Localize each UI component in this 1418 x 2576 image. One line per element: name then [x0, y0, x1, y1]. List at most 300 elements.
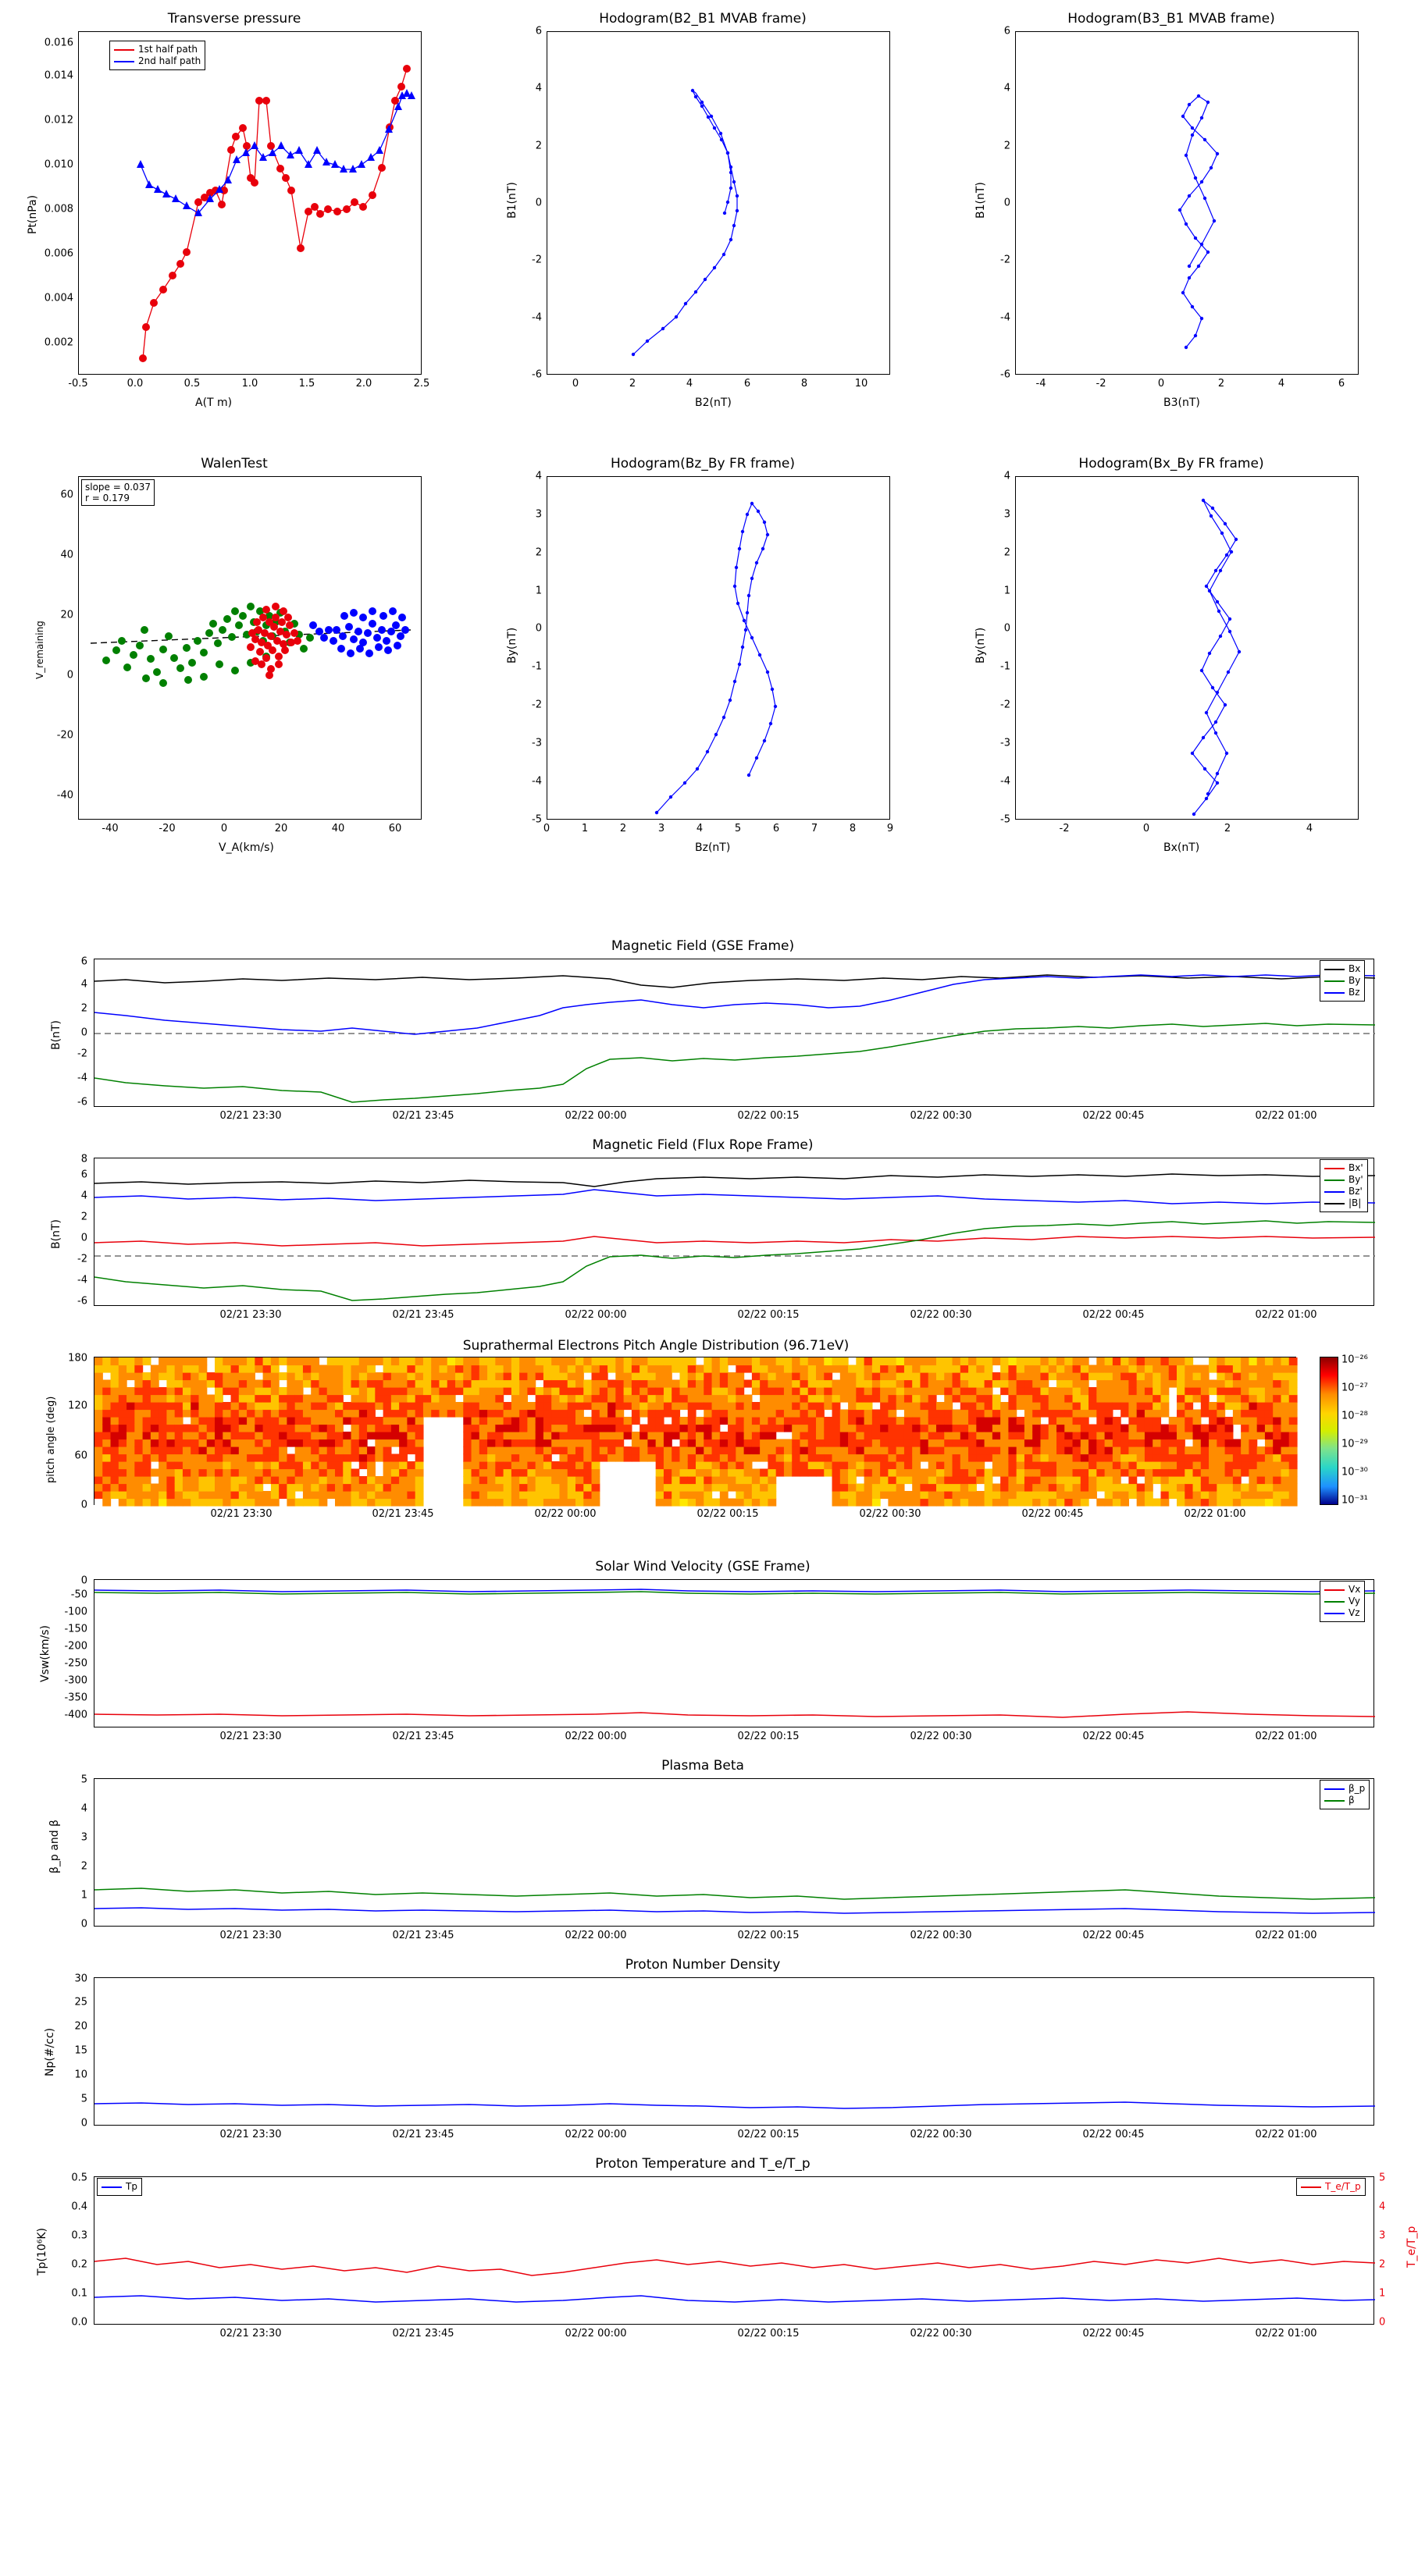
- time-tick: 02/22 00:30: [910, 1731, 972, 1742]
- panel-density: [0, 1955, 1406, 2166]
- legend-swatch: [1324, 1203, 1345, 1204]
- x-tick: 1.5: [298, 378, 315, 390]
- x-tick: 2: [619, 823, 627, 834]
- time-tick: 02/21 23:45: [392, 1930, 454, 1941]
- x-tick: 8: [800, 378, 808, 390]
- y-tick: 1: [535, 585, 542, 597]
- y-tick: -250: [64, 1657, 87, 1670]
- y-tick: -150: [64, 1623, 87, 1635]
- y-tick-right: 1: [1379, 2287, 1386, 2300]
- y-tick: 0.2: [71, 2258, 87, 2271]
- y-tick: 4: [1003, 82, 1010, 94]
- y-tick: 40: [60, 549, 73, 561]
- legend-label: Vy: [1349, 1596, 1360, 1606]
- x-tick: 40: [331, 823, 345, 834]
- time-tick: 02/21 23:30: [210, 1508, 273, 1520]
- plot-area: [547, 476, 890, 820]
- y-tick: 3: [80, 1831, 87, 1844]
- y-tick: 15: [74, 2044, 87, 2057]
- y-tick: 1: [80, 1889, 87, 1902]
- x-tick: 2.0: [355, 378, 372, 390]
- time-tick: 02/21 23:30: [219, 2129, 282, 2140]
- colorbar-tick: 10⁻²⁸: [1341, 1410, 1368, 1422]
- legend-swatch: [114, 61, 134, 62]
- pad-colorbar: [1320, 1357, 1338, 1505]
- y-tick: -4: [532, 311, 542, 324]
- time-tick: 02/22 00:45: [1082, 1731, 1145, 1742]
- bfield-fr-data: [94, 1158, 1375, 1307]
- time-tick: 02/21 23:45: [392, 1731, 454, 1742]
- x-tick: 20: [274, 823, 288, 834]
- time-tick: 02/21 23:45: [392, 2328, 454, 2339]
- temperature-data: [94, 2177, 1375, 2325]
- time-tick: 02/22 00:30: [910, 1309, 972, 1321]
- walen-annotation: [81, 479, 155, 506]
- plot-area: [94, 2176, 1374, 2325]
- y-tick: 0.1: [71, 2287, 87, 2300]
- x-tick: 6: [1338, 378, 1345, 390]
- y-tick: -2: [77, 1253, 87, 1265]
- y-tick: 0.016: [44, 37, 73, 49]
- x-tick: 60: [388, 823, 402, 834]
- panel-title: Hodogram(Bx_By FR frame): [1078, 456, 1264, 471]
- y-tick: 10: [74, 2069, 87, 2081]
- legend-label: Tp: [126, 2181, 137, 2192]
- y-tick: 0.006: [44, 247, 73, 260]
- time-tick: 02/22 00:30: [910, 2328, 972, 2339]
- plot-area: [94, 1357, 1296, 1505]
- time-tick: 02/22 01:00: [1255, 2328, 1317, 2339]
- x-tick: 0.5: [183, 378, 201, 390]
- x-tick: 4: [696, 823, 704, 834]
- panel-title: Proton Temperature and T_e/T_p: [595, 2156, 811, 2172]
- plot-area: [94, 1778, 1374, 1927]
- legend-label: Bz: [1349, 987, 1360, 998]
- legend-label: β: [1349, 1795, 1355, 1806]
- y-tick: -2: [1000, 699, 1010, 711]
- x-tick: 10: [854, 378, 868, 390]
- y-tick: -200: [64, 1640, 87, 1653]
- time-tick: 02/21 23:45: [392, 1110, 454, 1122]
- y-tick: 0: [1003, 197, 1010, 209]
- y-tick: 4: [80, 978, 87, 991]
- y-axis-label: B1(nT): [974, 182, 987, 219]
- time-tick: 02/21 23:30: [219, 1930, 282, 1941]
- time-tick: 02/22 00:45: [1082, 2328, 1145, 2339]
- legend-temperature-left: [97, 2178, 142, 2196]
- legend-swatch: [1324, 992, 1345, 994]
- time-tick: 02/22 00:00: [565, 1930, 627, 1941]
- colorbar-tick: 10⁻²⁷: [1341, 1382, 1368, 1394]
- x-tick: 2.5: [413, 378, 430, 390]
- panel-pad: [0, 1335, 1406, 1550]
- y-tick: 2: [535, 140, 542, 152]
- time-tick: 02/22 00:30: [910, 1110, 972, 1122]
- pad-heatmap: [94, 1357, 1297, 1506]
- y-tick: 2: [535, 546, 542, 559]
- y-tick: 0: [535, 197, 542, 209]
- y-tick: -4: [77, 1072, 87, 1084]
- hodogram-bxby-data: [1016, 477, 1359, 820]
- legend-bfield-fr: [1320, 1159, 1368, 1212]
- plot-area: [94, 1579, 1374, 1727]
- hodogram-b3b1-data: [1016, 32, 1359, 375]
- x-tick: 5: [734, 823, 742, 834]
- y-tick: 5: [80, 2093, 87, 2105]
- panel-title: Transverse pressure: [167, 11, 301, 27]
- y-tick: -3: [1000, 737, 1010, 749]
- y-tick: -2: [532, 254, 542, 266]
- plot-area: [94, 1158, 1374, 1306]
- legend-label: By': [1349, 1174, 1363, 1185]
- y-tick: 0: [80, 1499, 87, 1511]
- legend-bfield-gse: [1320, 960, 1365, 1002]
- x-tick: 0: [220, 823, 228, 834]
- y-tick: -100: [64, 1606, 87, 1618]
- time-tick: 02/22 01:00: [1255, 1110, 1317, 1122]
- beta-data: [94, 1779, 1375, 1927]
- y-axis-label: pitch angle (deg): [45, 1396, 57, 1483]
- y-tick: 8: [80, 1153, 87, 1165]
- time-tick: 02/22 00:30: [910, 1930, 972, 1941]
- legend-swatch: [1324, 980, 1345, 982]
- legend-label: |B|: [1349, 1197, 1362, 1208]
- y-axis-label: V_remaining: [34, 621, 45, 679]
- time-tick: 02/22 00:45: [1082, 1930, 1145, 1941]
- x-tick: 6: [743, 378, 751, 390]
- time-tick: 02/22 01:00: [1255, 1731, 1317, 1742]
- y-tick: 0: [80, 1918, 87, 1930]
- legend-velocity: [1320, 1581, 1365, 1622]
- plot-area: [78, 31, 422, 375]
- y-tick: -2: [77, 1048, 87, 1060]
- y-tick: 6: [1003, 25, 1010, 37]
- y-tick: 180: [68, 1352, 87, 1364]
- y-tick: 0: [80, 1232, 87, 1244]
- time-tick: 02/22 00:15: [737, 1731, 800, 1742]
- y-tick: 0.0: [71, 2316, 87, 2329]
- y-tick: 6: [80, 1169, 87, 1181]
- y-tick: -4: [77, 1274, 87, 1286]
- y-axis-label: B1(nT): [506, 182, 518, 219]
- y-tick: -6: [77, 1096, 87, 1108]
- legend-label: β_p: [1349, 1783, 1366, 1794]
- y-tick: 0: [535, 622, 542, 635]
- y-tick: 4: [535, 470, 542, 482]
- x-tick: 6: [772, 823, 780, 834]
- panel-title: Hodogram(B3_B1 MVAB frame): [1067, 11, 1275, 27]
- walen-slope: slope = 0.037: [85, 482, 151, 493]
- legend-swatch: [1324, 1788, 1345, 1790]
- panel-velocity: [0, 1557, 1406, 1768]
- legend-swatch: [1301, 2186, 1321, 2188]
- y-tick: 3: [1003, 508, 1010, 521]
- time-tick: 02/22 01:00: [1184, 1508, 1246, 1520]
- y-tick: -4: [532, 775, 542, 788]
- time-tick: 02/22 00:00: [565, 1309, 627, 1321]
- y-tick: -2: [532, 699, 542, 711]
- x-tick: 0: [1157, 378, 1165, 390]
- y-axis-label: Tp(10⁶K): [36, 2228, 48, 2275]
- hodogram-bzby-data: [547, 477, 891, 820]
- legend-swatch: [1324, 1800, 1345, 1802]
- panel-title: Magnetic Field (GSE Frame): [611, 938, 795, 954]
- legend-label: Vx: [1349, 1584, 1361, 1595]
- x-tick: 2: [629, 378, 636, 390]
- x-tick: 0: [572, 378, 579, 390]
- y-axis-label: By(nT): [974, 627, 987, 664]
- y-tick: 0.3: [71, 2229, 87, 2242]
- legend-transverse-pressure: [109, 41, 205, 70]
- x-tick: 4: [1277, 378, 1285, 390]
- y-tick: -6: [532, 368, 542, 381]
- velocity-data: [94, 1580, 1375, 1728]
- walen-data: [79, 477, 422, 820]
- y-tick: 0.4: [71, 2201, 87, 2213]
- x-tick: -2: [1059, 823, 1070, 834]
- y-tick: 20: [74, 2020, 87, 2033]
- y-tick: 60: [74, 1450, 87, 1462]
- plot-area: [94, 959, 1374, 1107]
- legend-swatch: [102, 2186, 122, 2188]
- legend-swatch: [1324, 1589, 1345, 1591]
- x-axis-label: V_A(km/s): [219, 841, 274, 854]
- time-tick: 02/21 23:30: [219, 1110, 282, 1122]
- panel-transverse-pressure: [0, 0, 469, 414]
- y-axis-label: Vsw(km/s): [39, 1624, 52, 1682]
- time-tick: 02/22 00:00: [565, 1110, 627, 1122]
- y-tick: -2: [1000, 254, 1010, 266]
- y-tick: 5: [80, 1774, 87, 1786]
- y-tick: -1: [532, 660, 542, 673]
- panel-bfield-fr: [0, 1136, 1406, 1347]
- time-tick: 02/22 00:15: [697, 1508, 759, 1520]
- y-tick: 0.014: [44, 69, 73, 82]
- time-tick: 02/21 23:45: [372, 1508, 434, 1520]
- time-tick: 02/22 00:30: [910, 2129, 972, 2140]
- y-tick: -6: [77, 1295, 87, 1308]
- legend-label: Bx': [1349, 1162, 1363, 1173]
- y-tick: 4: [80, 1802, 87, 1815]
- time-tick: 02/22 00:00: [565, 1731, 627, 1742]
- panel-title: Hodogram(B2_B1 MVAB frame): [599, 11, 807, 27]
- x-tick: 4: [1306, 823, 1313, 834]
- x-tick: -40: [102, 823, 119, 834]
- panel-hodogram-b2b1: [469, 0, 937, 414]
- x-tick: 7: [811, 823, 818, 834]
- legend-label: 1st half path: [138, 44, 198, 55]
- y-tick: 6: [535, 25, 542, 37]
- x-axis-label: A(T m): [195, 397, 233, 409]
- y-axis-label: β_p and β: [48, 1820, 61, 1873]
- y-tick: 30: [74, 1973, 87, 1985]
- y-tick: 0: [80, 2117, 87, 2129]
- hodogram-b2b1-data: [547, 32, 891, 375]
- y-tick: -300: [64, 1674, 87, 1687]
- plot-area: [94, 1977, 1374, 2126]
- legend-swatch: [1324, 1191, 1345, 1193]
- y-tick: 120: [68, 1400, 87, 1412]
- y-tick: -6: [1000, 368, 1010, 381]
- colorbar-tick: 10⁻²⁹: [1341, 1438, 1368, 1450]
- y-tick: 6: [80, 955, 87, 968]
- legend-label: By: [1349, 975, 1361, 986]
- y-tick: 4: [80, 1190, 87, 1202]
- density-data: [94, 1978, 1375, 2126]
- y-tick: 2: [1003, 546, 1010, 559]
- y-tick: 2: [80, 1211, 87, 1223]
- legend-label: T_e/T_p: [1325, 2181, 1361, 2192]
- legend-label: Vz: [1349, 1607, 1360, 1618]
- x-tick: 3: [657, 823, 665, 834]
- plot-area: [1015, 476, 1359, 820]
- y-tick: -400: [64, 1709, 87, 1721]
- panel-title: Proton Number Density: [625, 1957, 781, 1973]
- panel-title: WalenTest: [201, 456, 268, 471]
- y-tick-right: 5: [1379, 2172, 1386, 2184]
- legend-label: Bz': [1349, 1186, 1363, 1197]
- panel-hodogram-b3b1: [937, 0, 1406, 414]
- y-tick: 1: [1003, 585, 1010, 597]
- legend-temperature-right: [1296, 2178, 1366, 2196]
- x-tick: -2: [1096, 378, 1106, 390]
- x-tick: 1: [581, 823, 589, 834]
- plot-area: [547, 31, 890, 375]
- y-tick-right: 3: [1379, 2229, 1386, 2242]
- y-tick: -4: [1000, 311, 1010, 324]
- y-tick: -1: [1000, 660, 1010, 673]
- panel-title: Suprathermal Electrons Pitch Angle Distribution (96.71eV): [462, 1338, 850, 1354]
- colorbar-tick: 10⁻³¹: [1341, 1494, 1368, 1507]
- x-axis-label: Bx(nT): [1163, 841, 1200, 854]
- y-tick: 0: [80, 1026, 87, 1039]
- panel-hodogram-bzby: [469, 445, 937, 859]
- x-tick: 0: [1142, 823, 1150, 834]
- time-tick: 02/22 00:15: [737, 2328, 800, 2339]
- panel-temperature: [0, 2154, 1418, 2373]
- time-tick: 02/22 00:45: [1082, 2129, 1145, 2140]
- y-tick: -3: [532, 737, 542, 749]
- walen-r: r = 0.179: [85, 493, 130, 503]
- panel-title: Hodogram(Bz_By FR frame): [610, 456, 796, 471]
- time-tick: 02/22 00:00: [565, 2328, 627, 2339]
- y-tick: 60: [60, 489, 73, 501]
- x-tick: -4: [1035, 378, 1046, 390]
- panel-hodogram-bxby: [937, 445, 1406, 859]
- plot-area: [1015, 31, 1359, 375]
- y-tick: 0.004: [44, 292, 73, 304]
- legend-swatch: [1324, 1168, 1345, 1169]
- legend-swatch: [1324, 1601, 1345, 1603]
- panel-title: Magnetic Field (Flux Rope Frame): [592, 1137, 814, 1153]
- panel-plasma-beta: [0, 1756, 1406, 1967]
- legend-label: 2nd half path: [138, 55, 201, 66]
- time-tick: 02/22 00:15: [737, 1309, 800, 1321]
- panel-bfield-gse: [0, 937, 1406, 1147]
- y-tick: 4: [1003, 470, 1010, 482]
- y-tick: 2: [1003, 140, 1010, 152]
- time-tick: 02/22 00:45: [1021, 1508, 1084, 1520]
- y-tick: 2: [80, 1860, 87, 1873]
- legend-swatch: [114, 49, 134, 51]
- x-tick: 0.0: [126, 378, 144, 390]
- time-tick: 02/22 00:45: [1082, 1110, 1145, 1122]
- y-tick-right: 4: [1379, 2201, 1386, 2213]
- y-axis-label: B(nT): [50, 1020, 62, 1050]
- panel-title: Plasma Beta: [661, 1758, 744, 1774]
- x-tick: 2: [1217, 378, 1225, 390]
- x-tick: 0: [543, 823, 550, 834]
- y-tick: 0: [66, 669, 73, 681]
- y-tick: 20: [60, 609, 73, 621]
- x-tick: 1.0: [241, 378, 258, 390]
- time-tick: 02/22 01:00: [1255, 2129, 1317, 2140]
- y-tick: -5: [1000, 813, 1010, 826]
- time-tick: 02/22 00:15: [737, 2129, 800, 2140]
- time-tick: 02/21 23:30: [219, 1309, 282, 1321]
- y-tick: -5: [532, 813, 542, 826]
- legend-beta: [1320, 1780, 1370, 1809]
- y-tick: 0.010: [44, 158, 73, 171]
- y-tick: -350: [64, 1692, 87, 1704]
- y-tick: 0.002: [44, 336, 73, 349]
- time-tick: 02/21 23:30: [219, 1731, 282, 1742]
- y-tick: 0.012: [44, 114, 73, 126]
- y-tick: -50: [70, 1589, 87, 1601]
- x-tick: -20: [159, 823, 176, 834]
- y-tick: -40: [56, 789, 73, 802]
- y-axis-label-right: T_e/T_p: [1406, 2226, 1418, 2268]
- panel-title: Solar Wind Velocity (GSE Frame): [595, 1559, 811, 1574]
- time-tick: 02/21 23:45: [392, 2129, 454, 2140]
- time-tick: 02/22 00:15: [737, 1930, 800, 1941]
- legend-swatch: [1324, 1613, 1345, 1614]
- x-axis-label: Bz(nT): [695, 841, 731, 854]
- legend-swatch: [1324, 969, 1345, 970]
- y-tick-right: 0: [1379, 2316, 1386, 2329]
- time-tick: 02/22 00:15: [737, 1110, 800, 1122]
- y-tick: 3: [535, 508, 542, 521]
- y-tick: 0: [80, 1574, 87, 1587]
- y-tick: 2: [80, 1002, 87, 1015]
- time-tick: 02/21 23:30: [219, 2328, 282, 2339]
- y-tick: 25: [74, 1996, 87, 2008]
- x-tick: 2: [1224, 823, 1231, 834]
- y-axis-label: By(nT): [506, 627, 518, 664]
- transverse-pressure-data: [79, 32, 422, 375]
- time-tick: 02/22 00:45: [1082, 1309, 1145, 1321]
- legend-swatch: [1324, 1179, 1345, 1181]
- time-tick: 02/21 23:45: [392, 1309, 454, 1321]
- y-tick: -4: [1000, 775, 1010, 788]
- time-tick: 02/22 01:00: [1255, 1930, 1317, 1941]
- x-tick: 8: [849, 823, 857, 834]
- y-tick-right: 2: [1379, 2258, 1386, 2271]
- time-tick: 02/22 01:00: [1255, 1309, 1317, 1321]
- y-axis-label: Pt(nPa): [27, 194, 39, 234]
- y-tick: 4: [535, 82, 542, 94]
- plot-area: [78, 476, 422, 820]
- x-tick: 9: [886, 823, 894, 834]
- y-axis-label: B(nT): [50, 1219, 62, 1249]
- x-tick: -0.5: [68, 378, 88, 390]
- legend-label: Bx: [1349, 963, 1361, 974]
- x-tick: 4: [686, 378, 693, 390]
- time-tick: 02/22 00:00: [565, 2129, 627, 2140]
- time-tick: 02/22 00:00: [534, 1508, 597, 1520]
- colorbar-tick: 10⁻²⁶: [1341, 1354, 1368, 1366]
- x-axis-label: B3(nT): [1163, 397, 1200, 409]
